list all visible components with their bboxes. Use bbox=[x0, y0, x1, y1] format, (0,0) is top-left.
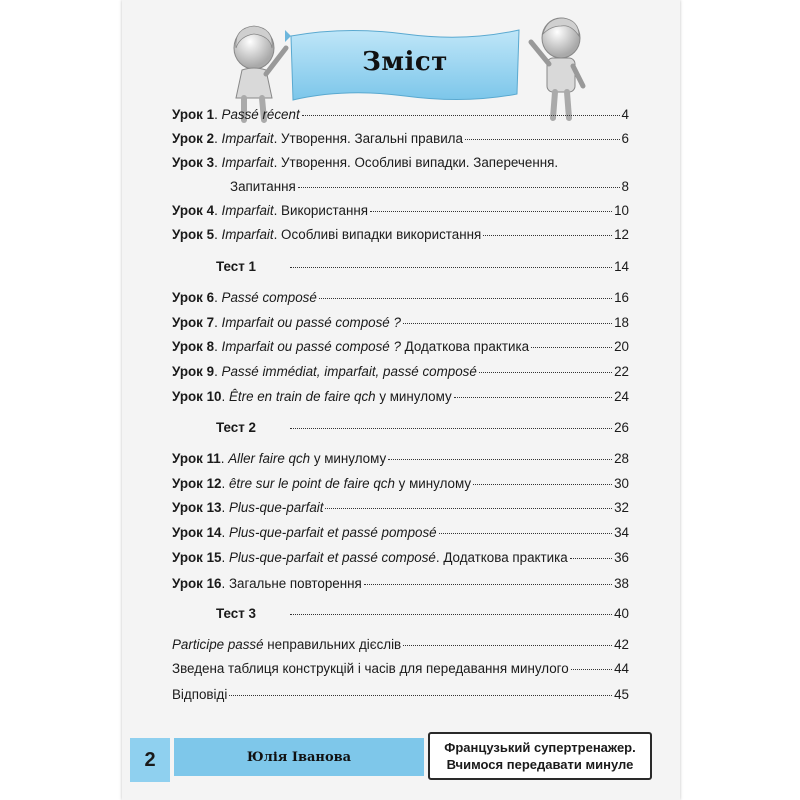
toc-test-row bbox=[172, 419, 629, 437]
entry-description: Загальне повторення bbox=[228, 576, 362, 591]
entry-topic-italic: Passé récent bbox=[221, 107, 300, 122]
entry-topic-italic: Plus-que-parfait bbox=[228, 500, 324, 515]
label-separator: . bbox=[221, 550, 229, 565]
toc-page-number: 18 bbox=[614, 315, 629, 330]
dot-leader bbox=[454, 397, 612, 398]
lesson-label: Урок 4 bbox=[172, 203, 215, 218]
dot-leader bbox=[571, 669, 612, 670]
dot-leader bbox=[479, 372, 612, 373]
toc-row bbox=[172, 226, 629, 244]
toc-entry-title bbox=[172, 636, 401, 654]
label-separator: . bbox=[214, 339, 222, 354]
toc-entry-title bbox=[172, 226, 481, 244]
entry-description: Відповіді bbox=[172, 687, 228, 702]
entry-topic-italic: Être en train de faire qch bbox=[228, 389, 376, 404]
toc-row bbox=[172, 106, 629, 124]
lesson-label: Урок 11 bbox=[172, 451, 221, 466]
label-separator: . bbox=[214, 364, 222, 379]
toc-page-number: 6 bbox=[621, 131, 629, 146]
lesson-label: Урок 10 bbox=[172, 389, 222, 404]
toc-row bbox=[172, 575, 629, 593]
toc-page-number: 10 bbox=[614, 203, 629, 218]
entry-description: у минулому bbox=[375, 389, 452, 404]
entry-description: . Утворення. Особливі випадки. Заперечення. bbox=[273, 155, 559, 170]
toc-page-number: 16 bbox=[614, 290, 629, 305]
label-separator: . bbox=[214, 227, 222, 242]
toc-entry-title: Тест 2 bbox=[216, 420, 256, 435]
toc-page-number: 40 bbox=[614, 606, 629, 621]
entry-topic-italic: Imparfait bbox=[221, 155, 274, 170]
toc-row bbox=[172, 130, 629, 148]
entry-topic-italic: Passé composé bbox=[221, 290, 317, 305]
toc-page-number: 42 bbox=[614, 637, 629, 652]
lesson-label: Урок 5 bbox=[172, 227, 215, 242]
entry-topic-italic: Participe passé bbox=[172, 637, 264, 652]
lesson-label: Урок 14 bbox=[172, 525, 222, 540]
dot-leader bbox=[473, 484, 612, 485]
entry-topic-italic: Imparfait ou passé composé ? bbox=[221, 315, 401, 330]
entry-description: . Додаткова практика bbox=[435, 550, 568, 565]
entry-description: Додаткова практика bbox=[400, 339, 530, 354]
label-separator: . bbox=[214, 131, 222, 146]
dot-leader bbox=[290, 267, 612, 268]
dot-leader bbox=[439, 533, 612, 534]
dot-leader bbox=[570, 558, 612, 559]
toc-row bbox=[172, 202, 629, 220]
toc-row bbox=[172, 686, 629, 704]
toc-row bbox=[172, 549, 629, 567]
toc-page-number: 32 bbox=[614, 500, 629, 515]
toc-row bbox=[172, 499, 629, 517]
toc-entry-title bbox=[172, 289, 317, 307]
entry-topic-italic: Imparfait bbox=[221, 131, 274, 146]
dot-leader bbox=[325, 508, 612, 509]
label-separator: . bbox=[221, 476, 229, 491]
dot-leader bbox=[302, 115, 620, 116]
toc-entry-title bbox=[172, 450, 386, 468]
lesson-label: Урок 7 bbox=[172, 315, 215, 330]
toc-entry-title bbox=[172, 314, 401, 332]
toc-entry-title bbox=[172, 524, 437, 542]
toc-row bbox=[172, 475, 629, 493]
label-separator: . bbox=[221, 525, 229, 540]
dot-leader bbox=[370, 211, 612, 212]
toc-entry-title bbox=[172, 575, 362, 593]
toc-row bbox=[172, 154, 629, 172]
entry-topic-italic: Plus-que-parfait et passé composé bbox=[228, 550, 436, 565]
entry-description: . Особливі випадки використання bbox=[273, 227, 482, 242]
dot-leader bbox=[364, 584, 612, 585]
toc-page-number: 12 bbox=[614, 227, 629, 242]
entry-description: Зведена таблиця конструкцій і часів для передавання минулого bbox=[172, 661, 569, 676]
toc-row bbox=[172, 338, 629, 356]
entry-description: неправильних дієслів bbox=[263, 637, 402, 652]
toc-entry-title bbox=[172, 363, 477, 381]
label-separator: . bbox=[214, 155, 222, 170]
toc-page-number: 45 bbox=[614, 687, 629, 702]
label-separator: . bbox=[220, 451, 229, 466]
toc-row bbox=[172, 388, 629, 406]
toc-row bbox=[172, 660, 629, 678]
lesson-label: Урок 1 bbox=[172, 107, 215, 122]
lesson-label: Урок 2 bbox=[172, 131, 215, 146]
entry-description: у минулому bbox=[394, 476, 472, 491]
entry-topic-italic: Imparfait bbox=[221, 227, 274, 242]
book-title-line2: Вчимося передавати минуле bbox=[446, 757, 634, 772]
toc-page-number: 8 bbox=[621, 179, 629, 194]
author-name: Юлія Іванова bbox=[174, 738, 424, 776]
toc-entry-title bbox=[172, 475, 471, 493]
lesson-label: Урок 6 bbox=[172, 290, 215, 305]
toc-page-number: 30 bbox=[614, 476, 629, 491]
dot-leader bbox=[403, 323, 612, 324]
toc-page-number: 20 bbox=[614, 339, 629, 354]
dot-leader bbox=[290, 428, 612, 429]
toc-row bbox=[172, 524, 629, 542]
page-footer bbox=[130, 732, 670, 790]
book-title-line1: Французький супертренажер. bbox=[444, 740, 636, 755]
entry-topic-italic: Passé immédiat, imparfait, passé composé bbox=[221, 364, 477, 379]
label-separator: . bbox=[214, 107, 222, 122]
toc-entry-title bbox=[172, 130, 463, 148]
toc-page-number: 24 bbox=[614, 389, 629, 404]
lesson-label: Урок 16 bbox=[172, 576, 222, 591]
lesson-label: Урок 8 bbox=[172, 339, 215, 354]
dot-leader bbox=[388, 459, 612, 460]
toc-test-row bbox=[172, 605, 629, 623]
label-separator: . bbox=[214, 315, 222, 330]
toc-entry-title bbox=[172, 154, 558, 172]
label-separator: . bbox=[221, 576, 229, 591]
toc-row bbox=[172, 289, 629, 307]
entry-topic-italic: Plus-que-parfait et passé pomposé bbox=[228, 525, 437, 540]
label-separator: . bbox=[221, 389, 229, 404]
toc-page-number: 4 bbox=[621, 107, 629, 122]
title-banner bbox=[285, 22, 525, 110]
entry-topic-italic: être sur le point de faire qch bbox=[228, 476, 395, 491]
toc-entry-title bbox=[172, 549, 568, 567]
lesson-label: Урок 12 bbox=[172, 476, 222, 491]
dot-leader bbox=[229, 695, 612, 696]
lesson-label: Урок 13 bbox=[172, 500, 222, 515]
entry-description: у минулому bbox=[310, 451, 387, 466]
toc-entry-title bbox=[172, 686, 227, 704]
book-title-box bbox=[428, 732, 652, 780]
entry-continuation: Запитання bbox=[230, 179, 296, 194]
toc-entry-title bbox=[172, 338, 529, 356]
toc-test-row bbox=[172, 258, 629, 276]
toc-entry-title: Тест 3 bbox=[216, 606, 256, 621]
dot-leader bbox=[483, 235, 612, 236]
toc-page-number: 36 bbox=[614, 550, 629, 565]
toc-entry-title bbox=[172, 202, 368, 220]
entry-topic-italic: Aller faire qch bbox=[228, 451, 311, 466]
page-title: Зміст bbox=[362, 47, 448, 77]
dot-leader bbox=[298, 187, 620, 188]
entry-topic-italic: Imparfait ou passé composé ? bbox=[221, 339, 401, 354]
label-separator: . bbox=[214, 290, 222, 305]
lesson-label: Урок 9 bbox=[172, 364, 215, 379]
toc-row bbox=[172, 363, 629, 381]
entry-topic-italic: Imparfait bbox=[221, 203, 274, 218]
toc-entry-title bbox=[172, 388, 452, 406]
toc-page-number: 26 bbox=[614, 420, 629, 435]
toc-page-number: 28 bbox=[614, 451, 629, 466]
page-number: 2 bbox=[130, 738, 170, 782]
dot-leader bbox=[531, 347, 612, 348]
dot-leader bbox=[403, 645, 612, 646]
entry-description: . Використання bbox=[273, 203, 369, 218]
toc-page-number: 22 bbox=[614, 364, 629, 379]
toc-row-continuation bbox=[172, 178, 629, 196]
toc-row bbox=[172, 314, 629, 332]
toc-entry-title bbox=[172, 660, 569, 678]
toc-page-number: 14 bbox=[614, 259, 629, 274]
label-separator: . bbox=[214, 203, 222, 218]
toc-entry-title: Тест 1 bbox=[216, 259, 256, 274]
toc-page-number: 38 bbox=[614, 576, 629, 591]
toc-row bbox=[172, 636, 629, 654]
toc-page-number: 34 bbox=[614, 525, 629, 540]
label-separator: . bbox=[221, 500, 229, 515]
lesson-label: Урок 15 bbox=[172, 550, 222, 565]
dot-leader bbox=[290, 614, 612, 615]
dot-leader bbox=[465, 139, 620, 140]
lesson-label: Урок 3 bbox=[172, 155, 215, 170]
entry-description: . Утворення. Загальні правила bbox=[273, 131, 463, 146]
toc-entry-title bbox=[172, 499, 323, 517]
toc-page-number: 44 bbox=[614, 661, 629, 676]
dot-leader bbox=[319, 298, 612, 299]
toc-entry-title bbox=[172, 106, 300, 124]
toc-row bbox=[172, 450, 629, 468]
